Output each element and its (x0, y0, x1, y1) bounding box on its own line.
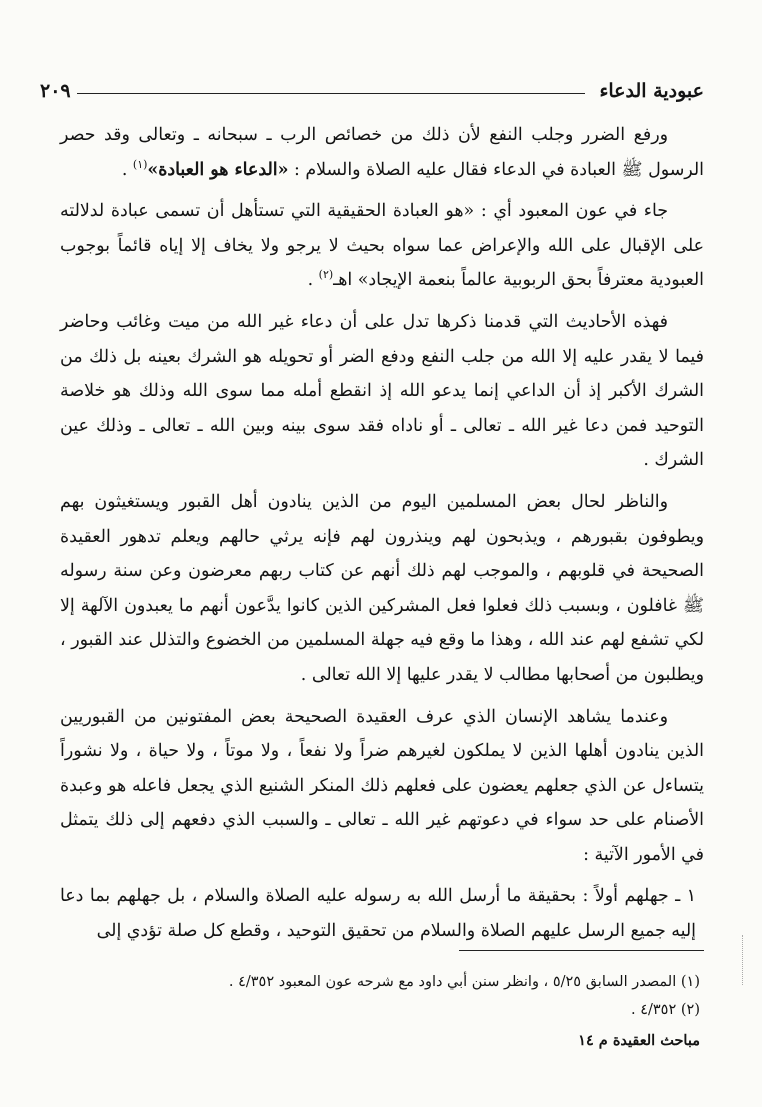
quotation: «هو العبادة الحقيقية التي تستأهل أن تسمى عبادة لدلالته على الإقبال على الله والإعراض عما سواه بحيث لا يرجو ولا يخاف إلا إياه قائماً بوجوب العبودية معترفاً بحق الربوبية عالماً بنعمة الإيجاد» (60, 201, 704, 291)
printer-signature: مباحث العقيدة م ١٤ (578, 1032, 700, 1049)
footnotes (60, 968, 700, 1024)
header-rule (77, 93, 586, 94)
footnote-ref: (١) (132, 157, 148, 171)
paragraph: ورفع الضرر وجلب النفع لأن ذلك من خصائص الرب ـ سبحانه ـ وتعالى وقد حصر الرسول ﷺ العبادة في الدعاء فقال عليه الصلاة والسلام : «الدعاء هو العبادة»$^{(١)}$ . (60, 125, 704, 180)
page-header (40, 70, 704, 102)
running-title: عبودية الدعاء (599, 80, 704, 102)
footnote-ref: (٢) (318, 268, 334, 282)
paragraph: والناظر لحال بعض المسلمين اليوم من الذين ينادون أهل القبور ويستغيثون بهم ويطوفون بقبورهم ، ويذبحون لهم وينذرون لهم فإنه يرثي حالهم ويعلم تدهور العقيدة الصحيحة في قلوبهم ، والموجب لهم ذلك أنهم عن كتاب ربهم معرضون وعن سنة رسوله ﷺ غافلون ، وبسبب ذلك فعلوا فعل المشركين الذين كانوا يدَّعون أنهم ما يعبدون الآلهة إلا لكي تشفع لهم عند الله ، وهذا ما وقع فيه جهلة المسلمين من الخضوع والتذلل عند القبور ، ويطلبون من أصحابها مطالب لا يقدر عليها إلا الله تعالى . (60, 491, 704, 685)
list-item: ١ ـ جهلهم أولاً : بحقيقة ما أرسل الله به رسوله عليه الصلاة والسلام ، بل جهلهم بما دعا إليه جميع الرسل عليهم الصلاة والسلام من تحقيق التوحيد ، وقطع كل صلة تؤدي إلى (60, 886, 696, 942)
footnote: (١) المصدر السابق ٥/٢٥ ، وانظر سنن أبي داود مع شرحه عون المعبود ٤/٣٥٢ . (228, 974, 700, 990)
scan-mark (742, 935, 747, 985)
body-text (60, 118, 704, 956)
page-number: ٢٠٩ (40, 80, 71, 102)
footnote: (٢) ٤/٣٥٢ . (630, 1002, 700, 1018)
footnote-separator (459, 950, 704, 951)
paragraph: وعندما يشاهد الإنسان الذي عرف العقيدة الصحيحة بعض المفتونين من القبوريين الذين ينادون أهلها الذين لا يملكون لغيرهم ضراً ولا نفعاً ، ولا موتاً ، ولا حياة ، ولا نشوراً يتساءل عن الذي جعلهم يعضون على فعلهم ذلك المنكر الشنيع الذي يجعل فاعله هو وعبدة الأصنام على حد سواء في دعوتهم غير الله ـ تعالى ـ والسبب الذي دفعهم إلى ذلك يتمثل في الأمور الآتية : (60, 706, 704, 865)
hadith-quote: «الدعاء هو العبادة» (147, 159, 289, 180)
paragraph: فهذه الأحاديث التي قدمنا ذكرها تدل على أن دعاء غير الله من ميت وغائب وحاضر فيما لا يقدر عليه إلا الله من جلب النفع ودفع الضر أو تحويله هو الشرك بعينه بل ذلك من الشرك الأكبر إذ أن الداعي إنما يدعو الله إذ انقطع أمله مما سوى الله وذلك هو خلاصة التوحيد فمن دعا غير الله ـ تعالى ـ أو ناداه فقد سوى بينه وبين الله ـ تعالى ـ وذلك عين الشرك . (60, 311, 704, 471)
paragraph: جاء في عون المعبود أي : «هو العبادة الحقيقية التي تستأهل أن تسمى عبادة لدلالته على الإقبال على الله والإعراض عما سواه بحيث لا يرجو ولا يخاف إلا إياه قائماً بوجوب العبودية معترفاً بحق الربوبية عالماً بنعمة الإيجاد» اهـ$^{(٢)}$ . (60, 201, 704, 291)
